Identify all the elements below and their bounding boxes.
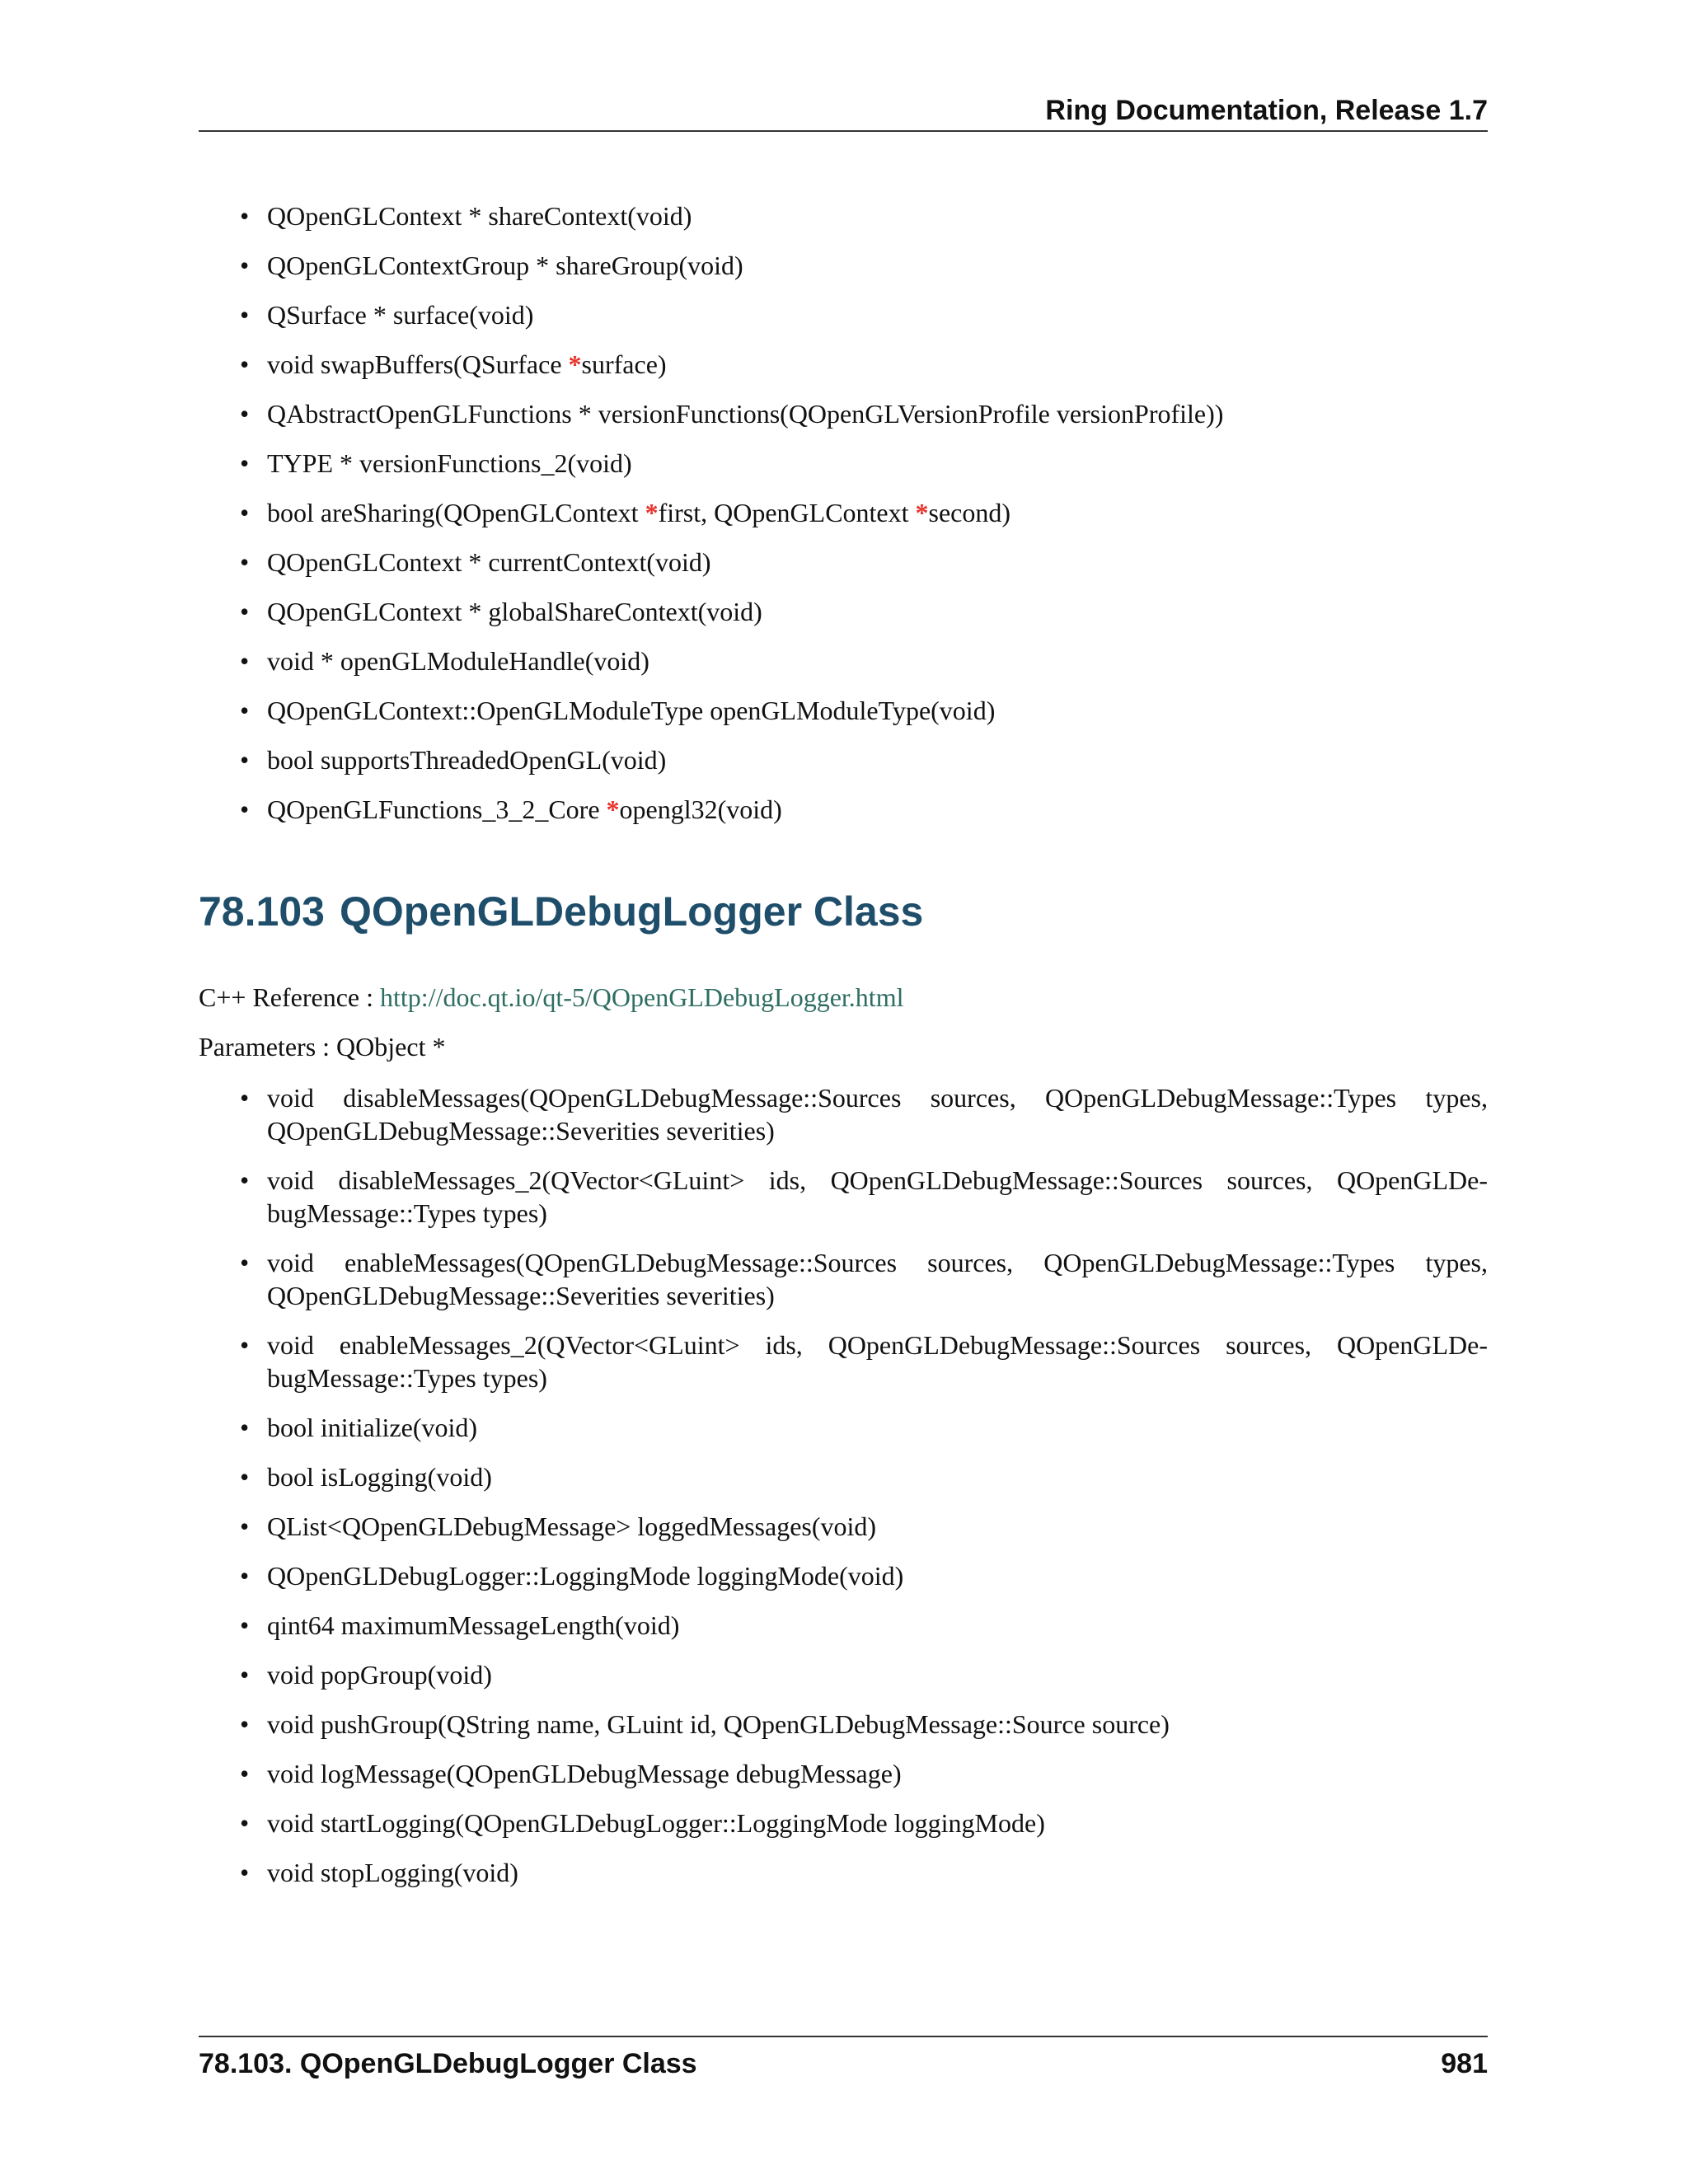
- list-item: • void * openGLModuleHandle(void): [199, 644, 1488, 694]
- cpp-reference-link[interactable]: http://doc.qt.io/qt-5/QOpenGLDebugLogger.html: [380, 982, 904, 1012]
- list-item: • QOpenGLFunctions_3_2_Core *opengl32(void): [199, 793, 1488, 842]
- list-item: • void stopLogging(void): [199, 1856, 1488, 1889]
- context-method-list: [199, 199, 1488, 842]
- cpp-reference-label: C++ Reference :: [199, 982, 380, 1012]
- header-rule: [199, 130, 1488, 132]
- list-item: • QOpenGLContext * shareContext(void): [199, 199, 1488, 249]
- list-item: • QOpenGLContext::OpenGLModuleType openGLModuleType(void): [199, 694, 1488, 743]
- footer-rule: [199, 2036, 1488, 2037]
- list-item: • QList<QOpenGLDebugMessage> loggedMessages(void): [199, 1510, 1488, 1543]
- section-number: 78.103: [199, 888, 325, 935]
- list-item: • TYPE * versionFunctions_2(void): [199, 447, 1488, 496]
- list-item: • QOpenGLContext * currentContext(void): [199, 546, 1488, 595]
- list-item: • void pushGroup(QString name, GLuint id, QOpenGLDebugMessage::Source source): [199, 1708, 1488, 1741]
- list-item: • bool supportsThreadedOpenGL(void): [199, 743, 1488, 793]
- list-item: • QSurface * surface(void): [199, 298, 1488, 348]
- pointer-star: *: [606, 794, 620, 824]
- pointer-star: *: [645, 498, 659, 527]
- list-item: • qint64 maximumMessageLength(void): [199, 1609, 1488, 1642]
- page-number: 981: [1441, 2048, 1488, 2079]
- list-item: • QOpenGLDebugLogger::LoggingMode loggingMode(void): [199, 1559, 1488, 1592]
- pointer-star: *: [568, 349, 582, 379]
- list-item: • QOpenGLContextGroup * shareGroup(void): [199, 249, 1488, 298]
- section-heading: [199, 885, 923, 938]
- list-item: • bool initialize(void): [199, 1411, 1488, 1444]
- list-item: • QAbstractOpenGLFunctions * versionFunctions(QOpenGLVersionProfile versionProfile)): [199, 397, 1488, 447]
- list-item: • void enableMessages(QOpenGLDebugMessage::Sources sources, QOpenGLDebugMessage::Types types, QOpenGLDebugMessage::Severities severities): [199, 1246, 1488, 1312]
- list-item: • void enableMessages_2(QVector<GLuint> ids, QOpenGLDebugMessage::Sources sources, QOpenGLDe-bugMessage::Types types): [199, 1329, 1488, 1394]
- list-item: • void logMessage(QOpenGLDebugMessage debugMessage): [199, 1757, 1488, 1790]
- section-title: QOpenGLDebugLogger Class: [339, 888, 924, 935]
- cpp-reference-line: [199, 981, 903, 1014]
- list-item: • bool isLogging(void): [199, 1460, 1488, 1493]
- list-item: • void popGroup(void): [199, 1658, 1488, 1691]
- list-item: • void disableMessages(QOpenGLDebugMessage::Sources sources, QOpenGLDebugMessage::Types types, QOpenGLDebugMessage::Severities severities): [199, 1081, 1488, 1147]
- parameters-line: Parameters : QObject *: [199, 1032, 446, 1062]
- running-header: Ring Documentation, Release 1.7: [1045, 95, 1488, 126]
- pointer-star: *: [915, 498, 929, 527]
- list-item: • QOpenGLContext * globalShareContext(void): [199, 595, 1488, 644]
- logger-method-list: [199, 1081, 1488, 1905]
- footer-section-label: 78.103. QOpenGLDebugLogger Class: [199, 2048, 697, 2079]
- list-item: • void swapBuffers(QSurface *surface): [199, 348, 1488, 397]
- list-item: • void startLogging(QOpenGLDebugLogger::LoggingMode loggingMode): [199, 1807, 1488, 1840]
- list-item: • void disableMessages_2(QVector<GLuint> ids, QOpenGLDebugMessage::Sources sources, QOpenGLDe-bugMessage::Types types): [199, 1164, 1488, 1230]
- document-page: [199, 0, 1488, 2184]
- list-item: • bool areSharing(QOpenGLContext *first, QOpenGLContext *second): [199, 496, 1488, 546]
